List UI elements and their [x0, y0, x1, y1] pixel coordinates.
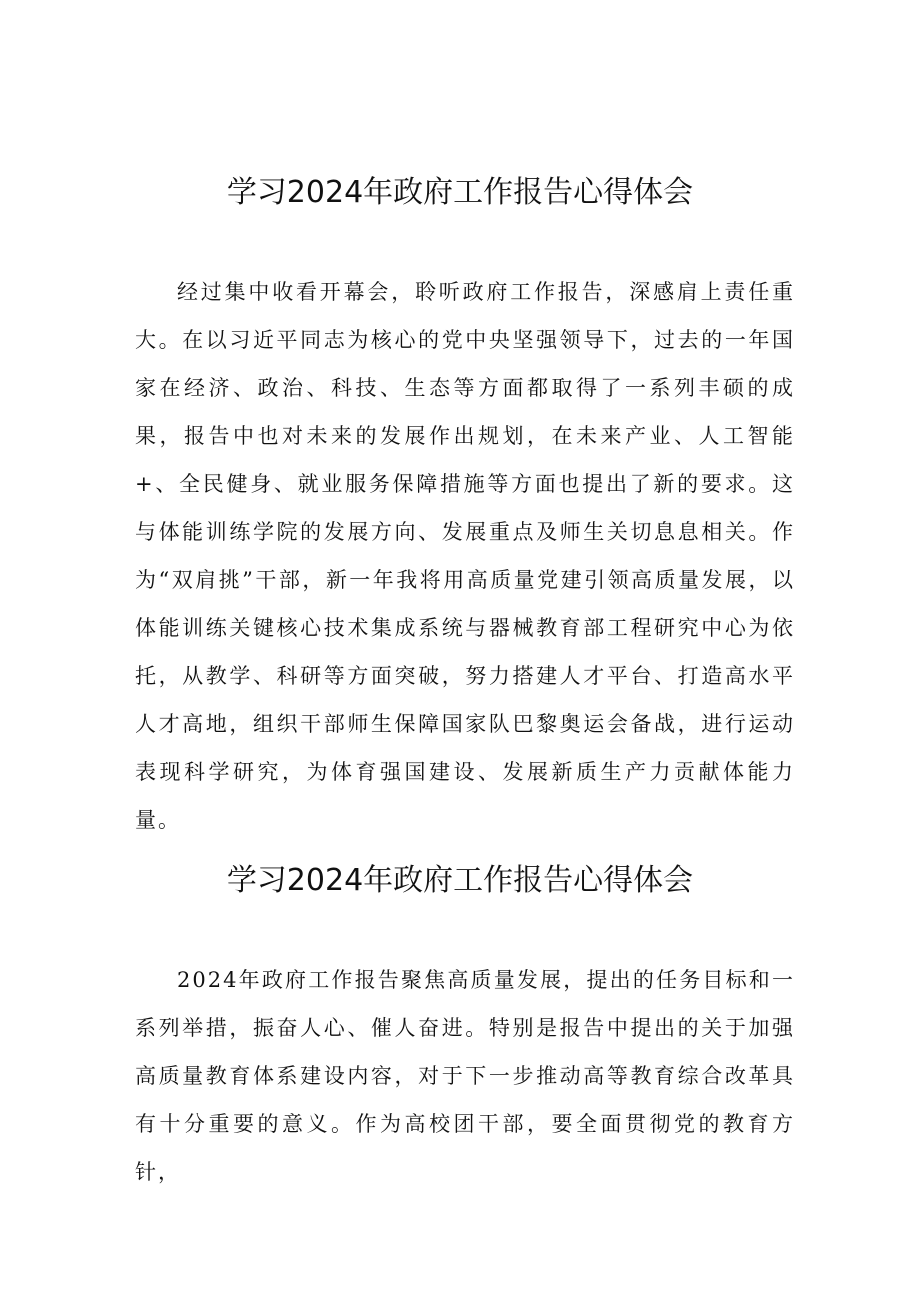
- section-2-title: 学习2024年政府工作报告心得体会: [226, 863, 694, 898]
- section-1-title: 学习2024年政府工作报告心得体会: [226, 175, 694, 210]
- section-2-paragraph: 2024年政府工作报告聚焦高质量发展，提出的任务目标和一系列举措，振奋人心、催人奋进。特别是报告中提出的关于加强高质量教育体系建设内容，对于下一步推动高等教育综合改革具有十分重要的意义。作为高校团干部，要全面贯彻党的教育方针，: [135, 968, 795, 1184]
- section-1-paragraph: 经过集中收看开幕会，聆听政府工作报告，深感肩上责任重大。在以习近平同志为核心的党中央坚强领导下，过去的一年国家在经济、政治、科技、生态等方面都取得了一系列丰硕的成果，报告中也对未来的发展作出规划，在未来产业、人工智能+、全民健身、就业服务保障措施等方面也提出了新的要求。这与体能训练学院的发展方向、发展重点及师生关切息息相关。作为“双肩挑”干部，新一年我将用高质量党建引领高质量发展，以体能训练关键核心技术集成系统与器械教育部工程研究中心为依托，从教学、科研等方面突破，努力搭建人才平台、打造高水平人才高地，组织干部师生保障国家队巴黎奥运会备战，进行运动表现科学研究，为体育强国建设、发展新质生产力贡献体能力量。: [135, 280, 795, 832]
